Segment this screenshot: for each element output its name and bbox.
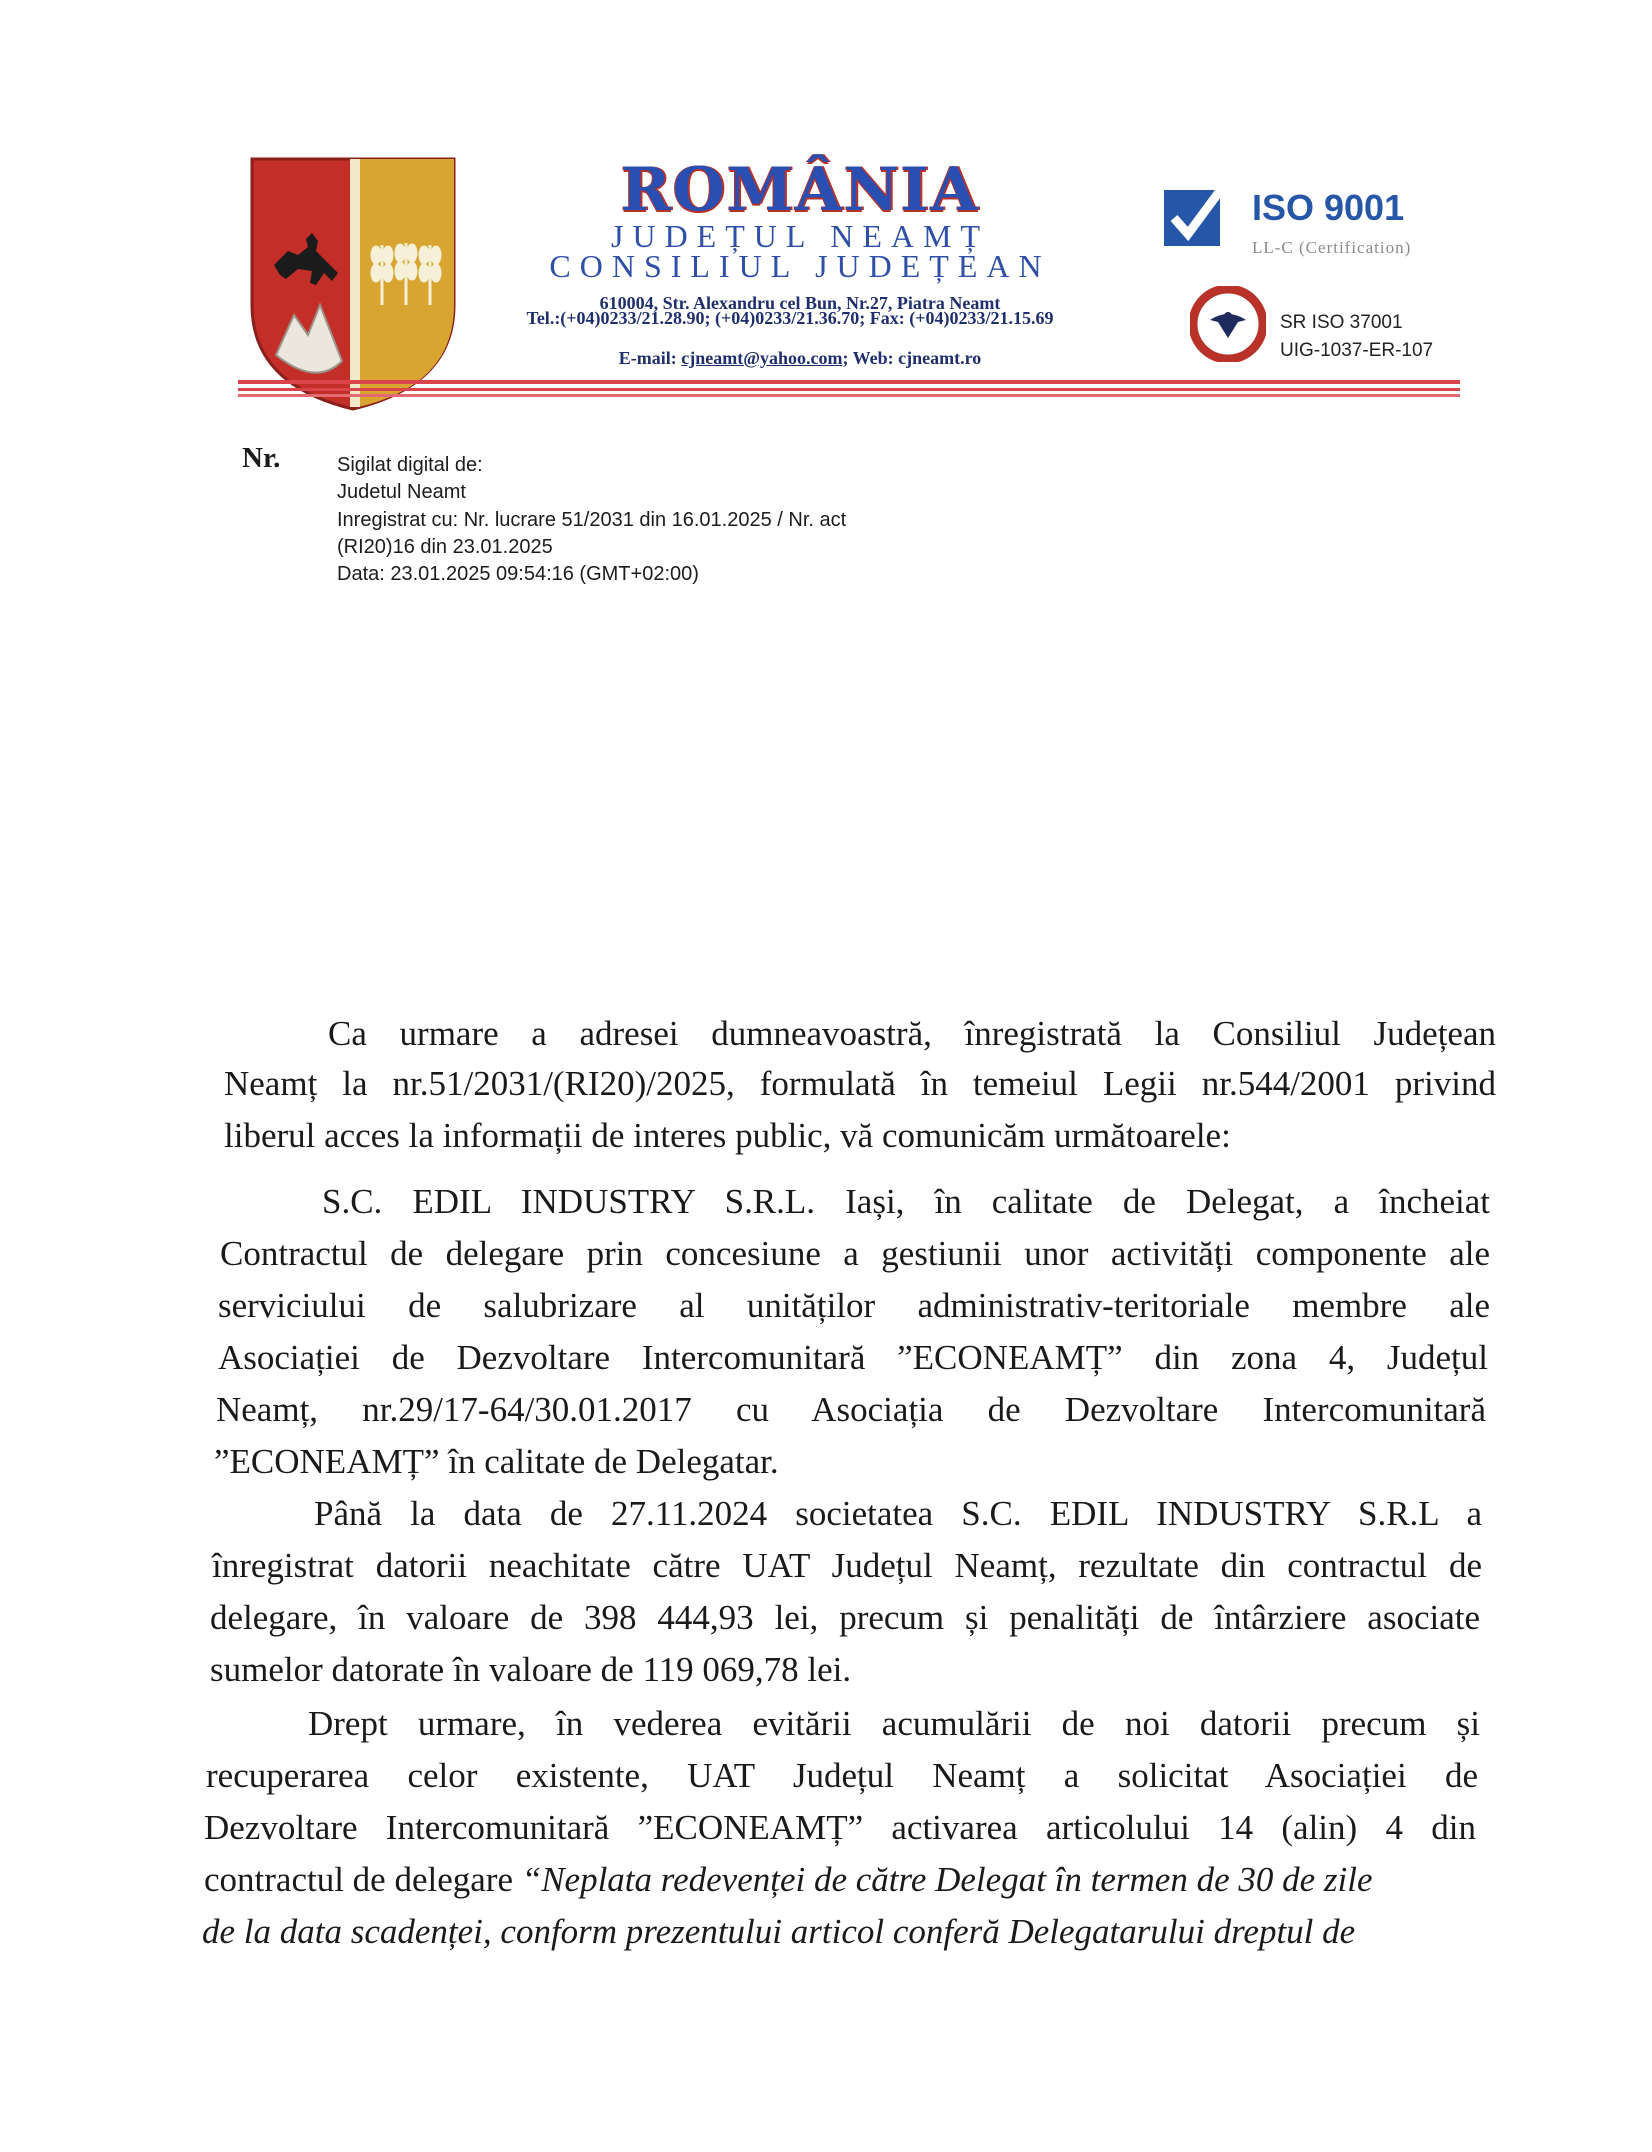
digital-seal-line: Sigilat digital de: [337,454,483,476]
phone-fax-line: Tel.:(+04)0233/21.28.90; (+04)0233/21.36.70; Fax: (+04)0233/21.15.69 [526,308,1054,328]
quoted-contract-clause: de la data scadenței, conform prezentului articol conferă Delegatarului dreptul de [202,1912,1356,1951]
country-title: ROMÂNIA [620,155,980,225]
county-coat-of-arms-icon [246,155,460,413]
body-line: liberul acces la informații de interes public, vă comunicăm următoarele: [224,1116,1231,1155]
web-link[interactable]: cjneamt.ro [898,348,982,368]
email-label: E-mail: [618,348,677,368]
certification-seal-icon [1190,286,1266,362]
body-line: Ca urmare a adresei dumneavoastră, înregistrată la Consiliul Județean [328,1014,1496,1053]
digital-seal-line: Inregistrat cu: Nr. lucrare 51/2031 din 16.01.2025 / Nr. act [337,509,847,531]
quoted-contract-clause: “Neplata redevenței de către Delegat în termen de 30 de zile [521,1860,1373,1899]
body-line: Drept urmare, în vederea evitării acumulării de noi datorii precum și [308,1704,1480,1743]
body-line: Până la data de 27.11.2024 societatea S.C. EDIL INDUSTRY S.R.L a [314,1494,1482,1533]
digital-seal-line: Judetul Neamt [337,481,466,503]
county-title: JUDEȚUL NEAMȚ [611,218,989,254]
uig-label: UIG-1037-ER-107 [1280,340,1434,361]
body-line: sumelor datorate în valoare de 119 069,78 lei. [210,1650,852,1689]
registration-number-label: Nr. [242,442,281,474]
address-line: 610004, Str. Alexandru cel Bun, Nr.27, Piatra Neamt [599,293,1001,313]
digital-seal-line: Data: 23.01.2025 09:54:16 (GMT+02:00) [337,563,699,585]
body-line: înregistrat datorii neachitate către UAT Județul Neamț, rezultate din contractul de [212,1546,1482,1585]
body-line: Neamț, nr.29/17-64/30.01.2017 cu Asociația de Dezvoltare Intercomunitară [216,1390,1486,1429]
body-line: Asociației de Dezvoltare Intercomunitară ”ECONEAMȚ” din zona 4, Județul [218,1338,1488,1377]
iso-checkmark-icon [1162,184,1226,248]
header-divider [238,380,1460,398]
body-line: ”ECONEAMȚ” în calitate de Delegatar. [214,1442,779,1481]
body-line: Neamț la nr.51/2031/(RI20)/2025, formulată în temeiul Legii nr.544/2001 privind [224,1064,1496,1103]
iso-certifier: LL-C (Certification) [1252,238,1412,257]
body-line: delegare, în valoare de 398 444,93 lei, precum și penalități de întârziere asociate [210,1598,1480,1637]
iso-title: ISO 9001 [1252,187,1405,228]
body-line [204,1862,1373,1897]
body-line: S.C. EDIL INDUSTRY S.R.L. Iași, în calitate de Delegat, a încheiat [322,1182,1490,1221]
body-line: recuperarea celor existente, UAT Județul Neamț a solicitat Asociației de [206,1756,1478,1795]
email-link[interactable]: cjneamt@yahoo.com [681,348,843,368]
digital-seal-line: (RI20)16 din 23.01.2025 [337,536,553,558]
web-label: ; Web: [842,348,894,368]
body-line: Contractul de delegare prin concesiune a gestiunii unor activități componente ale [220,1234,1490,1273]
body-text: contractul de delegare [204,1860,522,1899]
contact-line [350,348,1250,369]
council-title: CONSILIUL JUDEȚEAN [549,248,1051,284]
sr-iso-label: SR ISO 37001 [1280,312,1403,333]
body-line: serviciului de salubrizare al unităților administrativ-teritoriale membre ale [218,1286,1490,1325]
body-line: Dezvoltare Intercomunitară ”ECONEAMȚ” activarea articolului 14 (alin) 4 din [204,1808,1476,1847]
